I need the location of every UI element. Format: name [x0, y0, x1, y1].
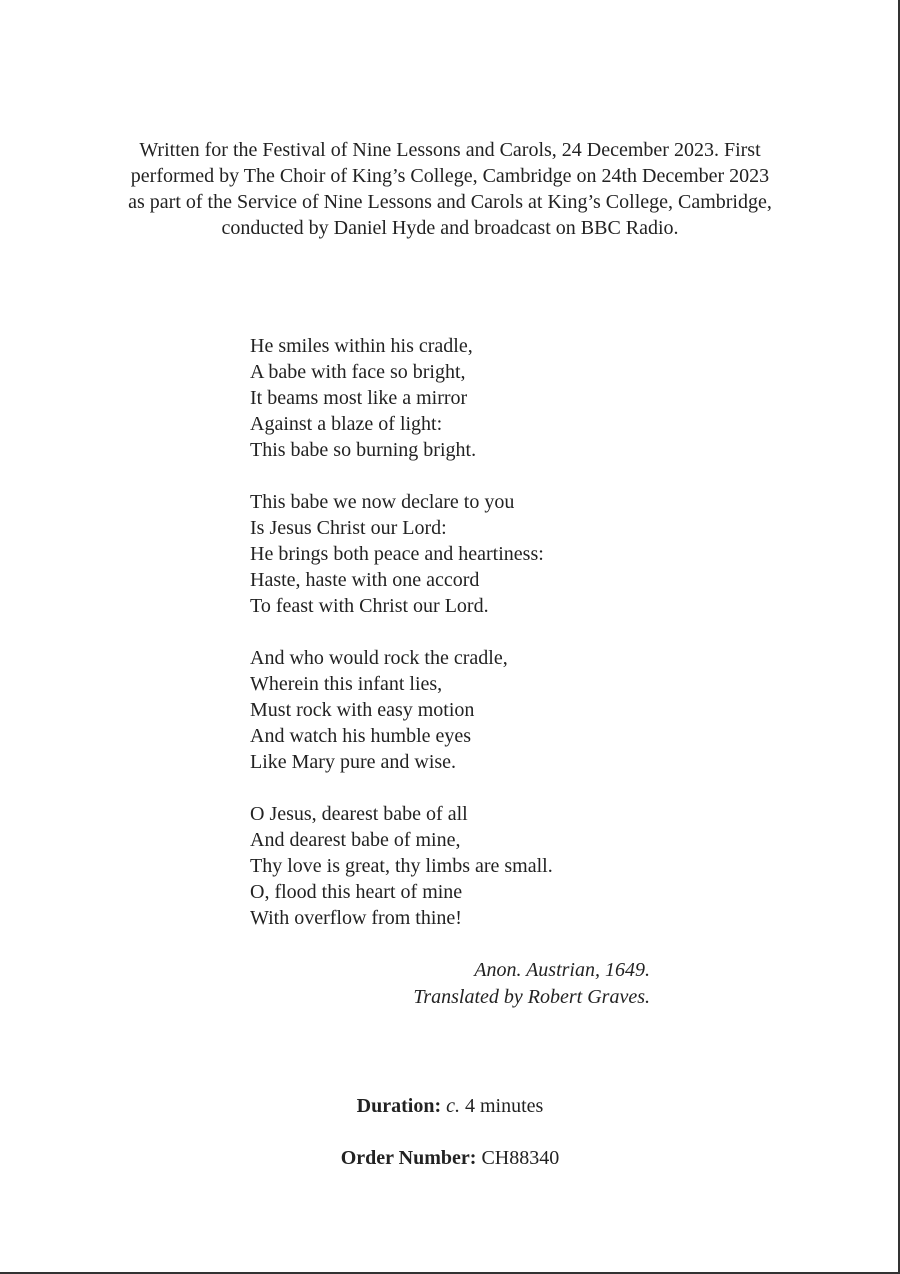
poem-line: Is Jesus Christ our Lord:	[250, 517, 447, 539]
poem-line: Wherein this infant lies,	[250, 673, 443, 695]
poem-line: Must rock with easy motion	[250, 699, 475, 721]
stanza-2	[250, 489, 670, 619]
poem-line: Like Mary pure and wise.	[250, 751, 457, 773]
poem-line: He brings both peace and heartiness:	[250, 543, 544, 565]
duration-info	[0, 1093, 900, 1119]
intro-line: conducted by Daniel Hyde and broadcast on BBC Radio.	[221, 217, 679, 239]
poem-line: A babe with face so bright,	[250, 361, 466, 383]
poem-line: He smiles within his cradle,	[250, 335, 473, 357]
order-number-info	[0, 1145, 900, 1171]
duration-approx: c.	[446, 1095, 460, 1117]
poem-line: Haste, haste with one accord	[250, 569, 480, 591]
order-number-label: Order Number:	[340, 1147, 477, 1169]
poem-line: With overflow from thine!	[250, 907, 462, 929]
poem-line: To feast with Christ our Lord.	[250, 595, 489, 617]
poem-line: And watch his humble eyes	[250, 725, 472, 747]
poem-line: It beams most like a mirror	[250, 387, 468, 409]
poem-line: And who would rock the cradle,	[250, 647, 508, 669]
poem-line: Against a blaze of light:	[250, 413, 443, 435]
attribution	[250, 957, 650, 1011]
intro-note	[80, 137, 820, 241]
poem-line: Thy love is great, thy limbs are small.	[250, 855, 553, 877]
stanza-4	[250, 801, 670, 931]
stanza-3	[250, 645, 670, 775]
poem-line: This babe we now declare to you	[250, 491, 515, 513]
duration-label: Duration:	[356, 1095, 442, 1117]
intro-line: performed by The Choir of King’s College, Cambridge on 24th December 2023	[130, 165, 770, 187]
poem-text	[250, 333, 670, 957]
intro-line: Written for the Festival of Nine Lessons and Carols, 24 December 2023. First	[139, 139, 761, 161]
poem-line: And dearest babe of mine,	[250, 829, 461, 851]
poem-line: O, flood this heart of mine	[250, 881, 463, 903]
attribution-source: Anon. Austrian, 1649.	[474, 959, 650, 981]
poem-line: This babe so burning bright.	[250, 439, 477, 461]
intro-line: as part of the Service of Nine Lessons and Carols at King’s College, Cambridge,	[128, 191, 772, 213]
attribution-translator: Translated by Robert Graves.	[413, 986, 650, 1008]
stanza-1	[250, 333, 670, 463]
poem-line: O Jesus, dearest babe of all	[250, 803, 468, 825]
order-number-value: CH88340	[481, 1147, 560, 1169]
duration-value: 4 minutes	[465, 1095, 544, 1117]
